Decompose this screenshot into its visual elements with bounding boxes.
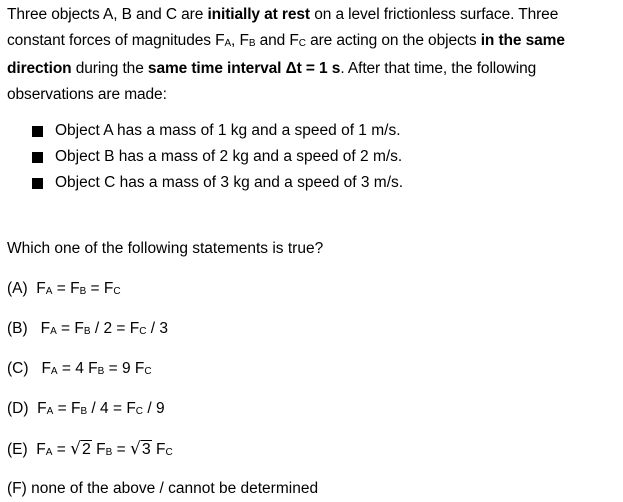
option-d-part: / 4 = F — [87, 400, 136, 417]
intro-bold-same-direction: in the same direction — [7, 32, 565, 77]
list-item — [32, 118, 403, 144]
observation-c: Object C has a mass of 3 kg and a speed of 3 m/s. — [55, 174, 404, 191]
intro-text-2: on a level frictionless surface. Three constant forces of magnitudes F — [7, 6, 559, 49]
option-b-part: F — [40, 320, 51, 337]
intro-text-3: , F — [231, 32, 249, 49]
option-c-part: F — [41, 360, 51, 377]
intro-text-4: and F — [255, 32, 299, 49]
option-d-part: F — [37, 400, 47, 417]
option-e-sub: A — [45, 447, 53, 458]
intro-text-1: Three objects A, B and C are — [7, 6, 208, 23]
option-d-sub: A — [46, 406, 54, 417]
list-item — [32, 170, 403, 196]
sqrt-2-symbol: √2 — [70, 439, 91, 459]
problem-statement — [7, 2, 619, 108]
option-c-part: = 9 F — [104, 360, 145, 377]
bullet-square-icon — [32, 178, 43, 189]
option-e[interactable] — [7, 436, 173, 465]
option-c-sub: C — [144, 366, 152, 377]
option-a-sub: C — [113, 286, 121, 297]
option-b-part: / 2 = F — [90, 320, 140, 337]
intro-bold-initially-at-rest: initially at rest — [207, 6, 310, 23]
option-e-part: F — [36, 441, 46, 458]
question-text: Which one of the following statements is true? — [7, 240, 324, 257]
intro-text-7: . After that time, the following observations are made: — [7, 60, 537, 103]
option-b-letter: (B) — [7, 320, 28, 337]
option-d-sub: B — [80, 406, 88, 417]
option-c-part: = 4 F — [57, 360, 98, 377]
observation-list — [32, 118, 403, 196]
option-c-sub: B — [97, 366, 105, 377]
sqrt-3-value: 3 — [141, 441, 151, 458]
option-e-part: F — [91, 441, 106, 458]
bullet-square-icon — [32, 126, 43, 137]
intro-text-6: during the — [71, 60, 148, 77]
option-d-letter: (D) — [7, 400, 29, 417]
option-d[interactable] — [7, 396, 165, 424]
option-c[interactable] — [7, 356, 152, 384]
subscript-a: A — [224, 38, 232, 49]
bullet-square-icon — [32, 152, 43, 163]
subscript-c: C — [298, 38, 306, 49]
option-f[interactable]: (F) none of the above / cannot be determined — [7, 480, 319, 497]
option-a-sub: B — [79, 286, 87, 297]
option-e-part: F — [151, 441, 166, 458]
option-a-part: = F — [86, 280, 114, 297]
sqrt-2-value: 2 — [81, 441, 91, 458]
list-item — [32, 144, 403, 170]
observation-a: Object A has a mass of 1 kg and a speed of 1 m/s. — [55, 122, 401, 139]
option-d-part: = F — [53, 400, 81, 417]
option-a[interactable] — [7, 276, 121, 304]
option-b[interactable] — [7, 316, 168, 344]
option-a-part: = F — [52, 280, 80, 297]
option-a-letter: (A) — [7, 280, 28, 297]
option-a-sub: A — [45, 286, 53, 297]
option-e-sub: B — [105, 447, 113, 458]
option-e-letter: (E) — [7, 441, 28, 458]
option-e-sub: C — [165, 447, 173, 458]
option-b-part: = F — [56, 320, 84, 337]
option-b-part: / 3 — [146, 320, 169, 337]
option-b-sub: A — [50, 326, 57, 337]
option-c-sub: A — [50, 366, 58, 377]
option-b-sub: B — [83, 326, 91, 337]
option-a-part: F — [36, 280, 46, 297]
intro-text-5: are acting on the objects — [305, 32, 481, 49]
option-e-part: = — [112, 441, 130, 458]
option-b-sub: C — [139, 326, 147, 337]
option-e-part: = — [52, 441, 71, 458]
sqrt-3-symbol: √3 — [129, 439, 151, 459]
option-c-letter: (C) — [7, 360, 29, 377]
observation-b: Object B has a mass of 2 kg and a speed of 2 m/s. — [55, 148, 403, 165]
option-d-sub: C — [135, 406, 144, 417]
option-d-part: / 9 — [143, 400, 165, 417]
subscript-b: B — [248, 38, 256, 49]
intro-bold-time-interval: same time interval Δt = 1 s — [147, 60, 341, 77]
